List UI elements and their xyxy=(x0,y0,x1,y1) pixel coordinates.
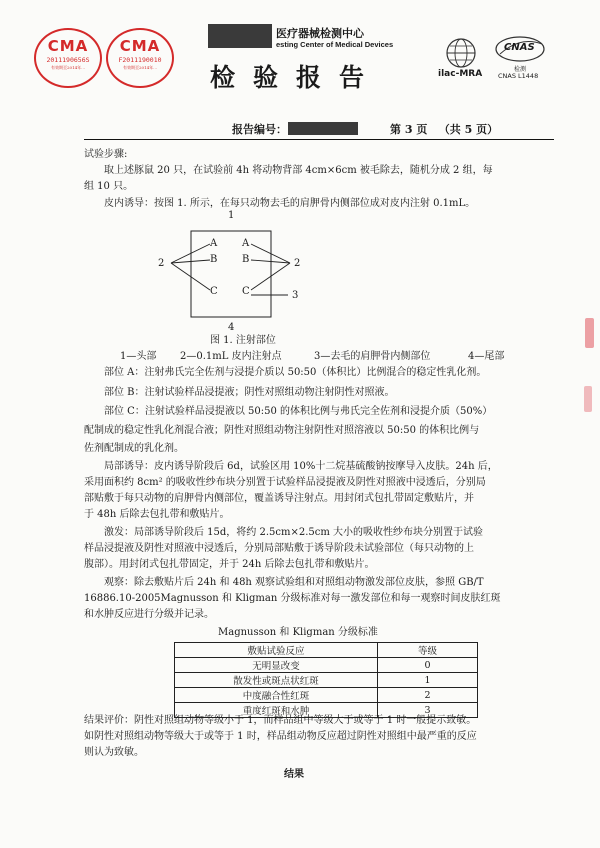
challenge-line1: 激发：局部诱导阶段后 15d，将约 2.5cm×2.5cm 大小的吸收性纱布块分别置于试验 xyxy=(104,527,484,538)
observation-line2: 16886.10-2005Magnusson 和 Kligman 分级标准对每一激发部位和每一观察时间皮肤红斑 xyxy=(84,593,501,604)
table-header-reaction: 敷贴试验反应 xyxy=(175,643,378,658)
para-intradermal: 皮内诱导：按图 1. 所示，在每只动物去毛的肩胛骨内侧部位成对皮内注射 0.1mL。 xyxy=(104,198,476,209)
redacted-report-number xyxy=(288,122,358,135)
seal-validity: 有效期至2014年... xyxy=(51,65,85,70)
site-c-line2: 配制成的稳定性乳化剂混合液；阴性对照组动物注射阴性对照溶液以 50:50 的体积比例与 xyxy=(84,425,480,436)
site-a-text: 部位 A：注射弗氏完全佐剂与浸提介质以 50:50（体积比）比例混合的稳定性乳化剂。 xyxy=(104,367,487,378)
para-animals-line2: 组 10 只。 xyxy=(84,181,134,192)
legend-shaved-area: 3—去毛的肩胛骨内侧部位 xyxy=(314,351,431,362)
fig-label-right-a: A xyxy=(242,238,250,249)
table-cell-grade: 2 xyxy=(377,688,477,703)
table-row xyxy=(175,688,478,703)
edge-seal-mark xyxy=(584,386,592,412)
legend-head: 1—头部 xyxy=(120,351,157,362)
cnas-sub-text: 检测 xyxy=(514,66,527,73)
fig-label-right-point: 2 xyxy=(294,258,301,269)
fig-label-tail: 4 xyxy=(228,322,235,333)
local-induction-line4: 于 48h 后除去包扎带和敷贴片。 xyxy=(84,509,230,520)
page-indicator: 第 3 页 （共 5 页） xyxy=(390,123,499,136)
fig-label-right-c: C xyxy=(242,286,250,297)
table-cell-grade: 3 xyxy=(377,703,477,718)
steps-title: 试验步骤: xyxy=(84,149,128,160)
fig-label-left-c: C xyxy=(210,286,218,297)
site-c-line3: 佐剂配制成的乳化剂。 xyxy=(84,443,184,454)
site-b-text: 部位 B：注射试验样品浸提液；阴性对照组动物注射阴性对照液。 xyxy=(104,387,395,398)
injection-diagram xyxy=(150,208,470,336)
cnas-logo-text: CNAS xyxy=(504,42,535,53)
table-cell-reaction: 无明显改变 xyxy=(175,658,378,673)
legend-injection-point: 2—0.1mL 皮内注射点 xyxy=(180,351,282,362)
local-induction-line1: 局部诱导：皮内诱导阶段后 6d，试验区用 10%十二烷基硫酸钠按摩导入皮肤。24h 后， xyxy=(104,461,498,472)
edge-seal-mark xyxy=(585,318,594,348)
fig-label-left-b: B xyxy=(210,254,218,265)
site-c-line1: 部位 C：注射试验样品浸提液以 50:50 的体积比例与弗氏完全佐剂和浸提介质（50%） xyxy=(104,406,493,417)
fig-label-left-point: 2 xyxy=(158,258,165,269)
evaluation-line2: 如阴性对照组动物等级大于或等于 1 时，样品组动物反应超过阴性对照组中最严重的反应 xyxy=(84,731,477,742)
observation-line1: 观察：除去敷贴片后 24h 和 48h 观察试验组和对照组动物激发部位皮肤，参照 GB/T xyxy=(104,577,484,588)
table-cell-reaction: 重度红斑和水肿 xyxy=(175,703,378,718)
figure-caption: 图 1. 注射部位 xyxy=(210,335,276,346)
grading-table xyxy=(174,642,478,718)
table-header-row xyxy=(175,643,478,658)
table-row xyxy=(175,673,478,688)
challenge-line2: 样品浸提液及阴性对照液中浸透后，分别局部贴敷于诱导阶段未试验部位（每只动物的上 xyxy=(84,543,474,554)
table-row xyxy=(175,658,478,673)
table-cell-reaction: 中度融合性红斑 xyxy=(175,688,378,703)
evaluation-line1: 结果评价：阴性对照组动物等级小于 1，而样品组中等级大于或等于 1 时一般提示致敏。 xyxy=(84,715,477,726)
evaluation-line3: 则认为致敏。 xyxy=(84,747,144,758)
cma-seal-left xyxy=(34,28,102,88)
fig-label-head: 1 xyxy=(228,210,235,221)
institution-name-en: esting Center of Medical Devices xyxy=(276,40,394,49)
para-animals-line1: 取上述豚鼠 20 只，在试验前 4h 将动物背部 4cm×6cm 被毛除去，随机分成 2 组，每 xyxy=(104,165,493,176)
header-divider xyxy=(84,139,554,140)
ilac-mra-text: ilac-MRA xyxy=(438,69,483,79)
report-title: 检验报告 xyxy=(210,63,383,92)
injection-site-figure xyxy=(150,208,470,336)
cnas-number: CNAS L1448 xyxy=(498,72,539,80)
fig-label-left-a: A xyxy=(210,238,218,249)
results-heading: 结果 xyxy=(284,769,304,780)
cma-logo-text: CMA xyxy=(47,37,89,55)
cma-seal-right xyxy=(106,28,174,88)
grading-table-title: Magnusson 和 Kligman 分级标准 xyxy=(218,627,378,638)
observation-line3: 和水肿反应进行分级并记录。 xyxy=(84,609,214,620)
fig-label-right-b: B xyxy=(242,254,250,265)
institution-name-cn: 医疗器械检测中心 xyxy=(276,27,364,40)
table-header-grade: 等级 xyxy=(377,643,477,658)
challenge-line3: 腹部）。用封闭式包扎带固定，并于 24h 后除去包扎带和敷贴片。 xyxy=(84,559,375,570)
table-cell-reaction: 散发性或斑点状红斑 xyxy=(175,673,378,688)
seal-number: 2011190656S xyxy=(46,56,90,64)
seal-number: F2011190010 xyxy=(118,56,162,64)
table-cell-grade: 1 xyxy=(377,673,477,688)
ilac-mra-logo xyxy=(436,36,486,82)
redacted-institution-name xyxy=(208,24,272,48)
table-cell-grade: 0 xyxy=(377,658,477,673)
local-induction-line2: 采用面积约 8cm² 的吸收性纱布块分别置于试验样品浸提液及阴性对照液中浸透后，分别局 xyxy=(84,477,486,488)
legend-tail: 4—尾部 xyxy=(468,351,505,362)
cma-logo-text: CMA xyxy=(119,37,161,55)
report-number-label: 报告编号： xyxy=(232,123,287,136)
seal-validity: 有效期至2014年... xyxy=(123,65,157,70)
fig-label-shaved-area: 3 xyxy=(292,290,299,301)
local-induction-line3: 部贴敷于每只动物的肩胛骨内侧部位，覆盖诱导注射点。用封闭式包扎带固定敷贴片，并 xyxy=(84,493,474,504)
cnas-logo xyxy=(492,34,548,84)
